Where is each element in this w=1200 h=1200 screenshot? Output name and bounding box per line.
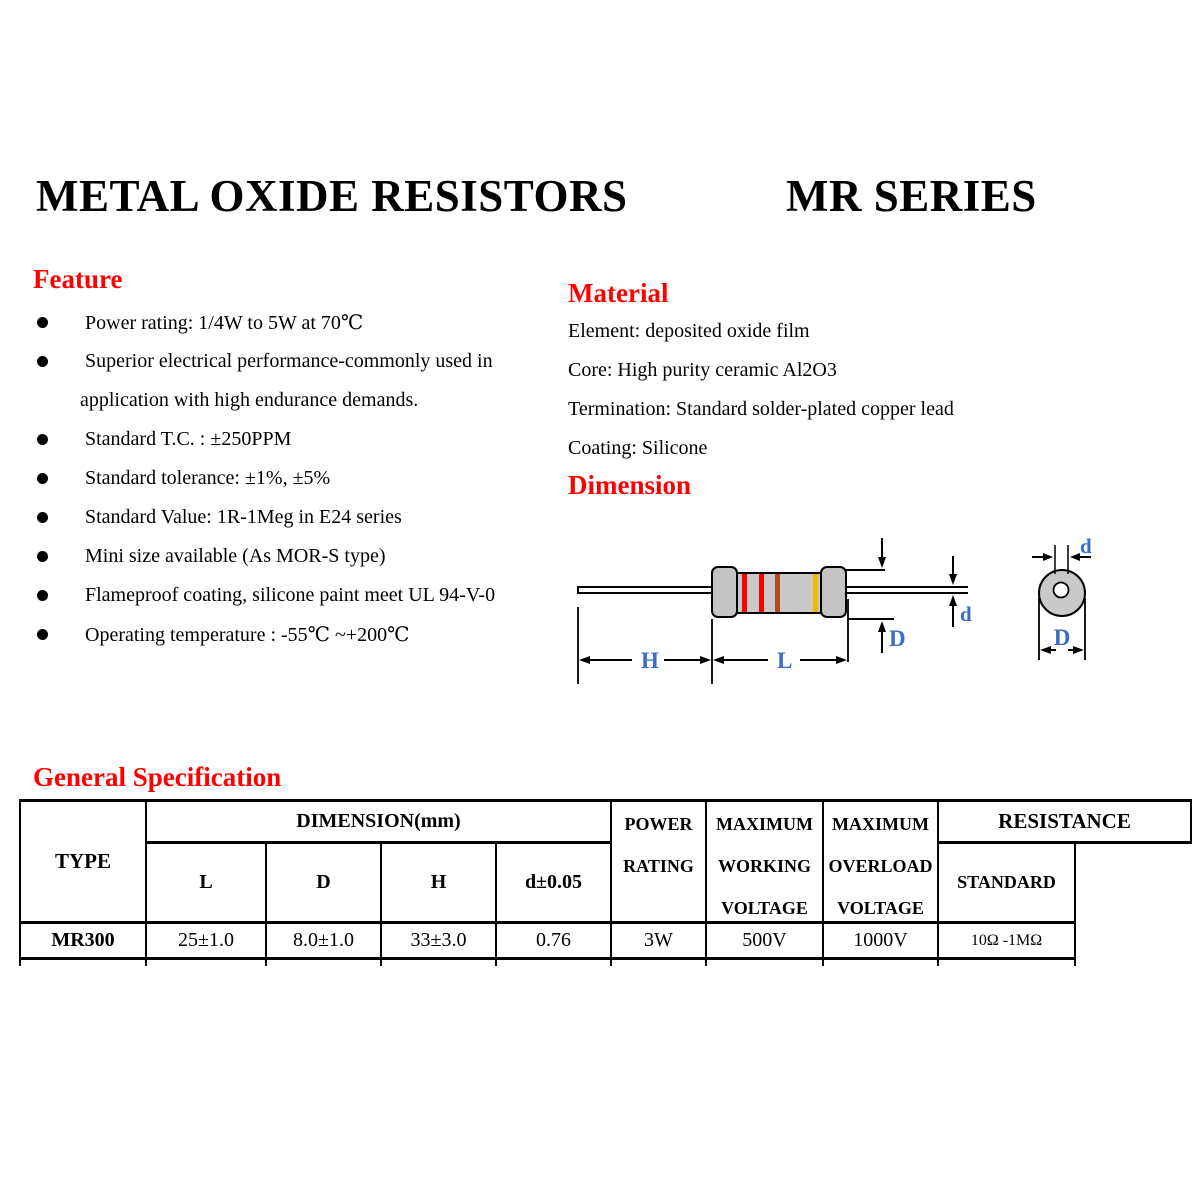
list-item: Operating temperature : -55℃ ~+200℃ <box>33 615 533 654</box>
list-item: Core: High purity ceramic Al2O3 <box>568 359 837 381</box>
lead-length-label: H <box>641 648 659 673</box>
dimension-heading: Dimension <box>568 470 692 500</box>
end-view-d-dimension <box>1032 534 1092 574</box>
bullet-icon <box>37 473 48 484</box>
table-cell-type: MR300 <box>51 929 115 951</box>
table-cell-power: 3W <box>644 929 673 951</box>
list-item: Standard T.C. : ±250PPM <box>33 420 533 459</box>
dimension-H <box>579 648 711 673</box>
table-cell-d-tolerance: 0.76 <box>536 929 571 951</box>
column-header-h: H <box>430 871 447 893</box>
table-cell-l: 25±1.0 <box>178 929 234 951</box>
color-band-red-2 <box>759 574 764 612</box>
material-heading: Material <box>568 278 669 308</box>
list-item: Mini size available (As MOR-S type) <box>33 537 533 576</box>
column-header-dimension: DIMENSION(mm) <box>296 810 461 832</box>
bullet-icon <box>37 551 48 562</box>
resistor-lead-right <box>845 587 968 593</box>
bullet-icon <box>37 590 48 601</box>
bullet-icon <box>37 317 48 328</box>
color-band-brown <box>775 574 780 612</box>
table-cell-resistance-range: 10Ω -1MΩ <box>970 931 1043 949</box>
column-header-power-rating: POWER RATING <box>623 814 694 876</box>
column-header-l: L <box>199 871 213 893</box>
table-cell-d: 8.0±1.0 <box>293 929 354 951</box>
table-border <box>1074 841 1076 966</box>
end-view-lead-hole <box>1054 583 1069 598</box>
column-header-resistance: RESISTANCE <box>998 809 1131 833</box>
list-item: Power rating: 1/4W to 5W at 70℃ <box>33 303 533 342</box>
bullet-icon <box>37 629 48 640</box>
page-title: METAL OXIDE RESISTORS <box>36 171 628 221</box>
resistor-end-cap-left <box>712 567 737 617</box>
list-item: Standard tolerance: ±1%, ±5% <box>33 459 533 498</box>
list-item: Superior electrical performance-commonly used in <box>33 342 533 381</box>
body-diameter-label: D <box>889 626 906 651</box>
column-header-standard: STANDARD <box>957 872 1056 892</box>
table-cell-h: 33±3.0 <box>410 929 467 951</box>
column-header-max-overload-voltage: MAXIMUM OVERLOAD VOLTAGE <box>828 814 933 918</box>
dimension-D-side <box>844 538 906 653</box>
list-item: Element: deposited oxide film <box>568 320 810 342</box>
end-body-diameter-label: D <box>1053 625 1071 650</box>
list-item: Termination: Standard solder-plated copper lead <box>568 398 954 420</box>
list-item: Standard Value: 1R-1Meg in E24 series <box>33 498 533 537</box>
column-header-d-tolerance: d±0.05 <box>524 871 583 893</box>
resistor-lead-left <box>578 586 714 594</box>
list-item: Coating: Silicone <box>568 437 708 459</box>
bullet-icon <box>37 512 48 523</box>
column-header-type: TYPE <box>54 849 111 873</box>
dimension-diagram <box>555 520 1200 695</box>
feature-heading: Feature <box>33 264 123 294</box>
bullet-icon <box>37 356 48 367</box>
end-wire-diameter-label: d <box>1080 534 1092 558</box>
table-border <box>1190 799 1192 844</box>
feature-list <box>33 303 533 654</box>
general-specification-heading: General Specification <box>33 762 282 792</box>
color-band-yellow <box>813 574 818 612</box>
bullet-icon <box>37 434 48 445</box>
series-title: MR SERIES <box>786 171 1037 221</box>
table-cell-overload-voltage: 1000V <box>853 929 908 951</box>
material-list <box>568 312 954 468</box>
body-length-label: L <box>777 648 793 673</box>
list-item: Flameproof coating, silicone paint meet UL 94-V-0 <box>33 576 533 615</box>
dimension-L <box>713 648 847 673</box>
column-header-max-working-voltage: MAXIMUM WORKING VOLTAGE <box>716 814 813 918</box>
color-band-red-1 <box>742 574 747 612</box>
dimension-d-side <box>949 556 972 627</box>
resistor-end-cap-right <box>821 567 846 617</box>
list-item: application with high endurance demands. <box>80 389 419 411</box>
column-header-d: D <box>316 871 331 893</box>
table-cell-working-voltage: 500V <box>742 929 787 951</box>
wire-diameter-label: d <box>960 602 972 626</box>
table-border <box>19 957 1076 960</box>
